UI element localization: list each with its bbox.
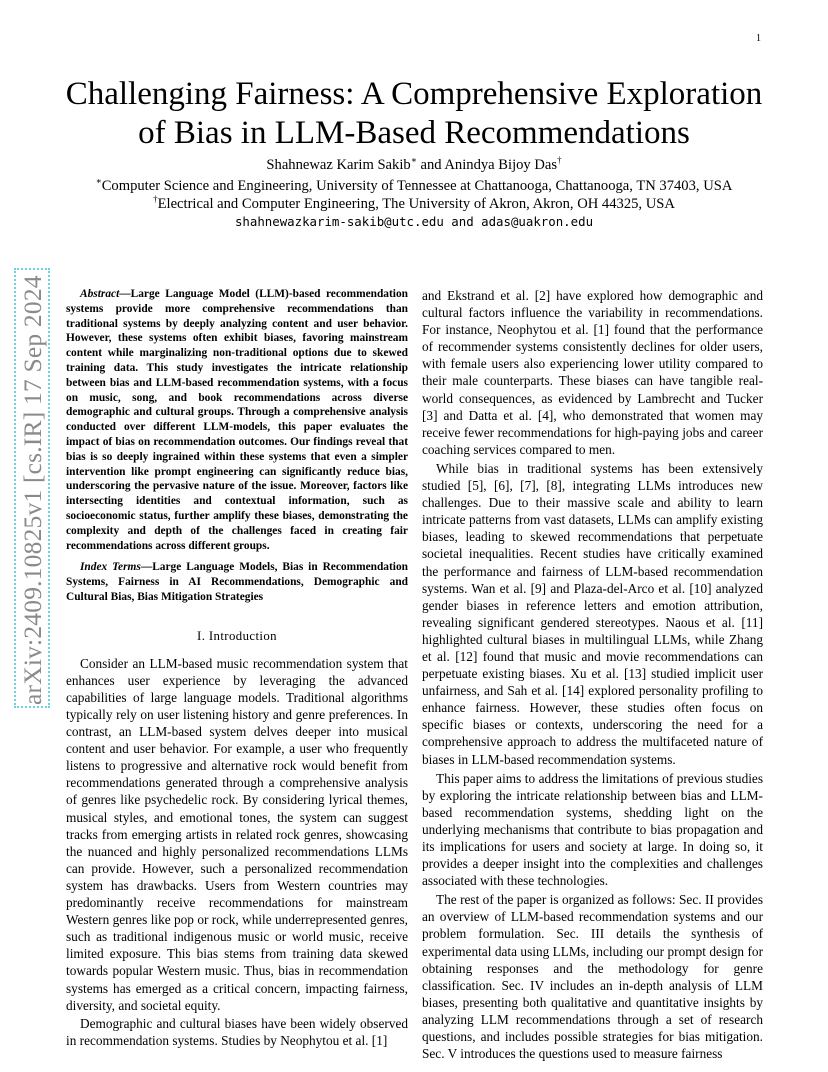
affiliation-2-text: Electrical and Computer Engineering, The University of Akron, Akron, OH 44325, USA (157, 196, 675, 212)
paper-title (40, 75, 788, 153)
author-1: Shahnewaz Karim Sakib (266, 157, 411, 173)
right-paragraph-3: This paper aims to address the limitations of previous studies by exploring the intricate relationship between bias and LLM-based recommendation systems, shedding light on the underlying mechanisms that contribute to bias propagation and its implications for users and society at large. In doing so, it provides a deeper insight into the complexities and challenges associated with these technologies. (422, 770, 763, 889)
title-line-2: of Bias in LLM-Based Recommendations (138, 115, 690, 151)
index-terms-label: Index Terms (80, 561, 141, 574)
affiliation-1-mark: ∗ (95, 176, 102, 187)
left-column (66, 287, 408, 1049)
arxiv-identifier[interactable]: arXiv:2409.10825v1 [cs.IR] 17 Sep 2024 (18, 275, 47, 705)
intro-paragraph-1: Consider an LLM-based music recommendation system that enhances user experience by leveraging the advanced capabilities of large language models. Traditional algorithms typically rely on user listening history and genre preferences. In contrast, an LLM-based system delves deeper into musical content and user behavior. For example, a user who frequently listens to progressive and alternative rock would benefit from recommendations generated through a comprehensive analysis of genres like psychedelic rock. By considering lyrical themes, musical styles, and emotional tones, the system can suggest tracks from emerging artists in related rock genres, showcasing the nuanced and highly personalized recommendations LLMs can provide. However, such a personalized recommendation system has drawbacks. Users from Western countries may predominantly receive recommendations for mainstream Western genres like pop or rock, while underrepresented genres, such as traditional indigenous music or world music, receive limited exposure. This bias stems from training data skewed towards popular Western music. Thus, bias in recommendation systems has emerged as a critical concern, impacting fairness, diversity, and societal equity. (66, 655, 408, 1013)
intro-paragraph-2: Demographic and cultural biases have been widely observed in recommendation systems. Studies by Neophytou et al. [1] (66, 1016, 408, 1049)
index-terms-text: —Large Language Models, Bias in Recommendation Systems, Fairness in AI Recommendations, Demographic and Cultural Bias, Bias Mitigation Strategies (66, 561, 408, 603)
page-number: 1 (756, 33, 761, 44)
right-paragraph-4: The rest of the paper is organized as follows: Sec. II provides an overview of LLM-based recommendation systems and our problem formulation. Sec. III details the synthesis of experimental data using LLMs, including our prompt design for obtaining responses and the methodology for genre classification. Sec. IV includes an in-depth analysis of LLM biases, presenting both qualitative and quantitative insights by analyzing LLM recommendations through a set of research questions, and includes possible strategies for bias mitigation. Sec. V introduces the questions used to measure fairness (422, 892, 763, 1062)
right-column (422, 287, 763, 1062)
affiliation-2 (0, 196, 828, 213)
author-2: Anindya Bijoy Das (444, 157, 558, 173)
affiliation-1 (0, 178, 828, 195)
author-emails[interactable]: shahnewazkarim-sakib@utc.edu and adas@uakron.edu (234, 214, 594, 229)
abstract-label: Abstract (80, 288, 120, 300)
authors-conjunction: and (416, 157, 445, 173)
author-line (0, 157, 828, 174)
affiliation-1-text: Computer Science and Engineering, University of Tennessee at Chattanooga, Chattanooga, TN 37403, USA (101, 178, 733, 194)
affiliation-2-mark: † (153, 194, 158, 205)
abstract (66, 287, 408, 553)
author-1-mark: ∗ (410, 155, 417, 166)
author-2-mark: † (557, 155, 562, 166)
section-heading-introduction: I. Introduction (197, 628, 277, 643)
right-paragraph-2: While bias in traditional systems has been extensively studied [5], [6], [7], [8], integrating LLMs introduces new challenges. Due to their massive scale and ability to learn intricate patterns from vast datasets, LLMs can amplify existing biases, leading to skewed recommendations that perpetuate societal inequalities. Recent studies have critically examined the performance and fairness of LLM-based recommendation systems. Wan et al. [9] and Plaza-del-Arco et al. [10] analyzed gender biases in reference letters and emotion attribution, revealing significant gendered stereotypes. Naous et al. [11] highlighted cultural biases in multilingual LLMs, while Zhang et al. [12] found that music and movie recommendations can perpetuate existing biases. Xu et al. [13] studied implicit user unfairness, and Sah et al. [14] explored personality profiling to enhance fairness. However, these studies often focus on specific biases or contexts, underscoring the need for a comprehensive approach to address the multifaceted nature of biases in LLM-based recommendation systems. (422, 460, 763, 767)
index-terms (66, 560, 408, 604)
abstract-text: —Large Language Model (LLM)-based recommendation systems provide more comprehensive recommendations than traditional systems by deeply analyzing content and user behavior. However, these systems often exhibit biases, favoring mainstream content while marginalizing non-traditional options due to skewed training data. This study investigates the intricate relationship between bias and LLM-based recommendation systems, with a focus on music, song, and book recommendations across diverse demographic and cultural groups. Through a comprehensive analysis conducted over different LLM-models, this paper evaluates the impact of bias on recommendation outcomes. Our findings reveal that bias is so deeply ingrained within these systems that even a simpler intervention like prompt engineering can significantly reduce bias, underscoring the pervasive nature of the issue. Moreover, factors like intersecting identities and contextual information, such as socioeconomic status, further amplify these biases, demonstrating the complexity and depth of the challenges faced in creating fair recommendations across different groups. (66, 288, 408, 552)
right-paragraph-1: and Ekstrand et al. [2] have explored how demographic and cultural factors influence the variability in recommendations. For instance, Neophytou et al. [1] found that the performance of recommender systems consistently declines for older users, with female users also experiencing lower utility compared to their male counterparts. These biases can have tangible real-world consequences, as evidenced by Lambrecht and Tucker [3] and Datta et al. [4], who demonstrated that women may receive fewer recommendations for high-paying jobs and career coaching services compared to men. (422, 288, 763, 457)
title-line-1: Challenging Fairness: A Comprehensive Exploration (65, 76, 763, 112)
